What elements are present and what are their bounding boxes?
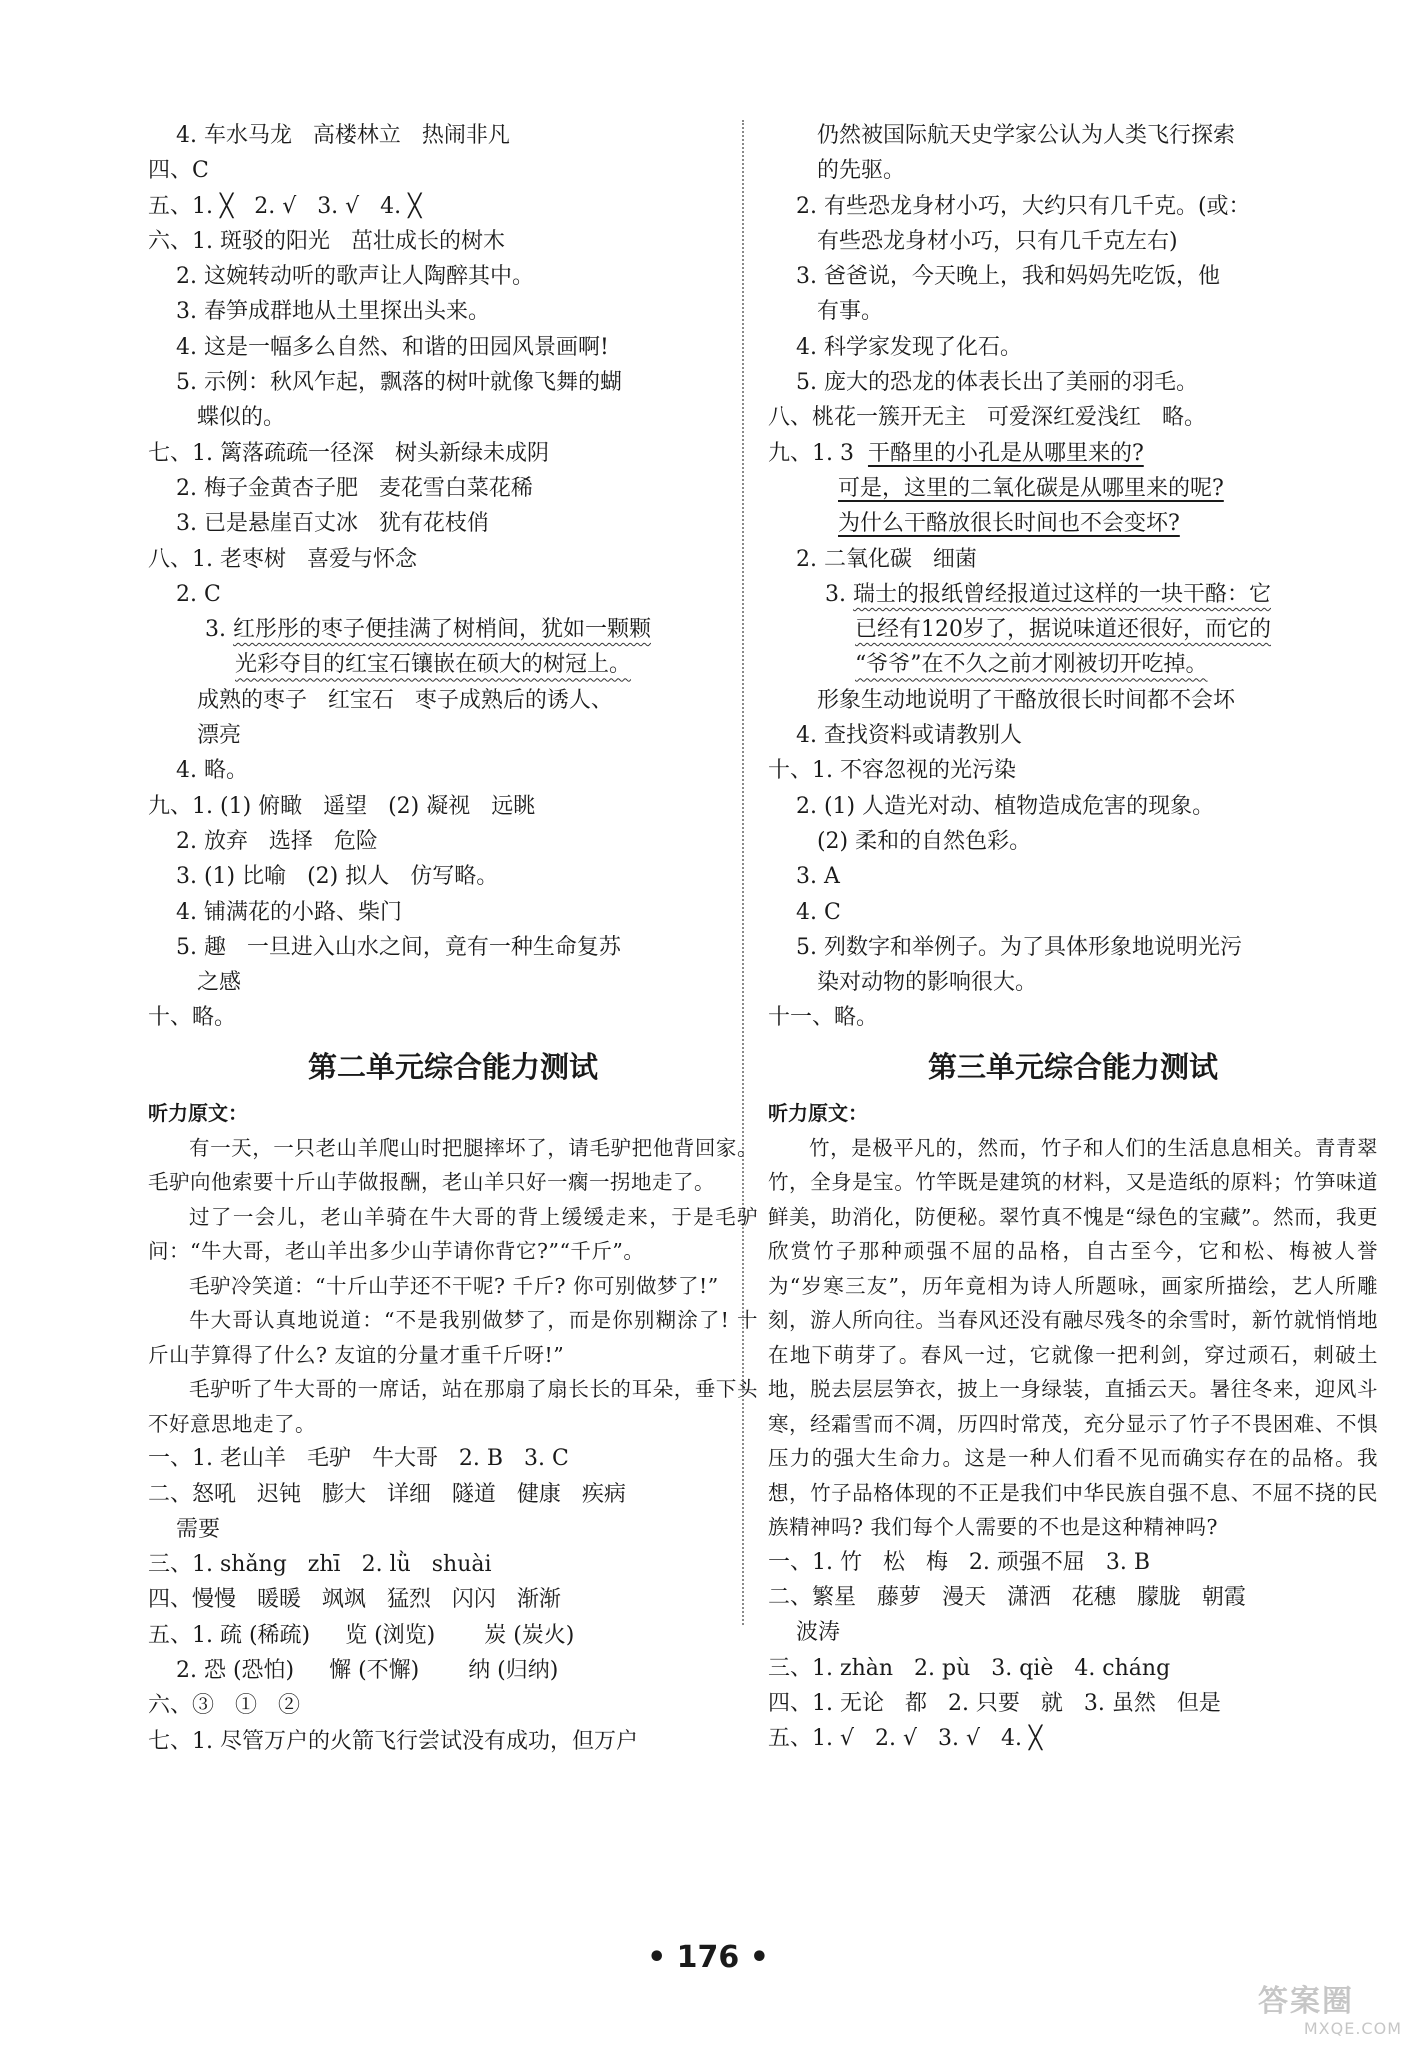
answer-line: 5. 趣 一旦进入山水之间，竟有一种生命复苏 bbox=[148, 934, 621, 960]
answer-line: 2. 有些恐龙身材小巧，大约只有几千克。(或： bbox=[768, 193, 1251, 219]
answer-line: 九、1. 3 干酪里的小孔是从哪里来的? bbox=[768, 440, 1144, 466]
answer-line: 5. 列数字和举例子。为了具体形象地说明光污 bbox=[768, 934, 1242, 960]
answer-line: 七、1. 篱落疏疏一径深 树头新绿未成阴 bbox=[148, 440, 549, 466]
passage-paragraph: 有一天，一只老山羊爬山时把腿摔坏了，请毛驴把他背回家。毛驴向他索要十斤山芋做报酬，老山羊只好一瘸一拐地走了。 bbox=[148, 1135, 758, 1195]
answer-line: 二、怒吼 迟钝 膨大 详细 隧道 健康 疾病 bbox=[148, 1481, 626, 1507]
answer-line: 3. A bbox=[768, 864, 840, 890]
answer-line: 一、1. 老山羊 毛驴 牛大哥 2. B 3. C bbox=[148, 1446, 569, 1472]
watermark-logo bbox=[1258, 1985, 1408, 2045]
answer-line: 形象生动地说明了干酪放很长时间都不会坏 bbox=[768, 687, 1235, 713]
passage-paragraph: 竹，是极平凡的，然而，竹子和人们的生活息息相关。青青翠竹，全身是宝。竹竿既是建筑的材料，又是造纸的原料；竹笋味道鲜美，助消化，防便秘。翠竹真不愧是“绿色的宝藏”。然而，我更欣赏竹子那种顽强不屈的品格，自古至今，它和松、梅被人誉为“岁寒三友”，历年竟相为诗人所题咏，画家所描绘，艺人所雕刻，游人所向往。当春风还没有融尽残冬的余雪时，新竹就悄悄地在地下萌芽了。春风一过，它就像一把利剑，穿过顽石，刺破土地，脱去层层笋衣，披上一身绿装，直插云天。暑往冬来，迎风斗寒，经霜雪而不凋，历四时常茂，充分显示了竹子不畏困难、不惧压力的强大生命力。这是一种人们看不见而确实存在的品格。我想，竹子品格体现的不正是我们中华民族自强不息、不屈不挠的民族精神吗? 我们每个人需要的不也是这种精神吗? bbox=[768, 1135, 1378, 1540]
answer-line: 3. 已是悬崖百丈冰 犹有花枝俏 bbox=[148, 511, 489, 537]
answer-line: 可是，这里的二氧化碳是从哪里来的呢? bbox=[838, 475, 1224, 501]
answer-line: 六、1. 斑驳的阳光 茁壮成长的树木 bbox=[148, 228, 505, 254]
answer-line: 2. 二氧化碳 细菌 bbox=[768, 546, 977, 572]
answer-line: 六、③ ① ② bbox=[148, 1693, 300, 1719]
answer-line: 2. C bbox=[148, 581, 221, 607]
answer-line: 4. 略。 bbox=[148, 758, 248, 784]
answer-line: 需要 bbox=[148, 1516, 220, 1542]
listening-passage bbox=[768, 1131, 1378, 1545]
answer-line: 五、1. ╳ 2. √ 3. √ 4. ╳ bbox=[148, 193, 422, 219]
answer-line: 蝶似的。 bbox=[148, 405, 285, 431]
right-bottom-answers bbox=[768, 1545, 1378, 1757]
left-column bbox=[148, 118, 758, 1759]
answer-line: 2. 放弃 选择 危险 bbox=[148, 828, 378, 854]
answer-line: 2. 恐 (恐怕) 懈 (不懈) 纳 (归纳) bbox=[148, 1658, 559, 1683]
answer-line: 一、1. 竹 松 梅 2. 顽强不屈 3. B bbox=[768, 1549, 1151, 1575]
section-title-unit-3: 第三单元综合能力测试 bbox=[927, 1049, 1218, 1084]
answer-line: 有些恐龙身材小巧，只有几千克左右) bbox=[768, 228, 1178, 254]
watermark-brand: 答案圈 bbox=[1258, 1984, 1354, 2019]
listening-label: 听力原文： bbox=[148, 1100, 248, 1125]
answer-line: 4. 车水马龙 高楼林立 热闹非凡 bbox=[148, 123, 510, 148]
answer-line: 三、1. zhàn 2. pù 3. qiè 4. cháng bbox=[768, 1655, 1171, 1681]
answer-line: 八、桃花一簇开无主 可爱深红爱浅红 略。 bbox=[768, 405, 1206, 431]
answer-line: 十一、略。 bbox=[768, 1005, 879, 1031]
answer-line: 4. 铺满花的小路、柴门 bbox=[148, 899, 402, 925]
watermark-site: MXQE.COM bbox=[1303, 2019, 1402, 2038]
answer-line: 四、1. 无论 都 2. 只要 就 3. 虽然 但是 bbox=[768, 1690, 1221, 1716]
answer-line: 四、C bbox=[148, 158, 209, 184]
answer-line: 漂亮 bbox=[148, 723, 241, 749]
answer-line: 二、繁星 藤萝 漫天 潇洒 花穗 朦胧 朝霞 bbox=[768, 1585, 1246, 1611]
answer-line: 三、1. shǎng zhī 2. lǜ shuài bbox=[148, 1552, 492, 1578]
answer-line: 成熟的枣子 红宝石 枣子成熟后的诱人、 bbox=[148, 687, 613, 713]
answer-line: 九、1. (1) 俯瞰 遥望 (2) 凝视 远眺 bbox=[148, 793, 536, 819]
listening-label: 听力原文： bbox=[768, 1100, 868, 1125]
page-number: • 176 • bbox=[647, 1940, 769, 1975]
answer-line: 染对动物的影响很大。 bbox=[768, 970, 1037, 996]
answer-line: “爷爷”在不久之前才刚被切开吃掉。 bbox=[855, 652, 1208, 678]
answer-line: 3. 红彤彤的枣子便挂满了树梢间，犹如一颗颗 bbox=[205, 617, 651, 643]
answer-line: 3. 瑞士的报纸曾经报道过这样的一块干酪：它 bbox=[825, 581, 1271, 607]
passage-paragraph: 过了一会儿，老山羊骑在牛大哥的背上缓缓走来，于是毛驴问：“牛大哥，老山羊出多少山芋请你背它?”“千斤”。 bbox=[148, 1204, 758, 1264]
answer-line: 之感 bbox=[148, 970, 241, 996]
answer-line: 4. C bbox=[768, 899, 841, 925]
answer-line: 十、略。 bbox=[148, 1005, 237, 1031]
answer-line: 4. 科学家发现了化石。 bbox=[768, 334, 1022, 360]
answer-line: 波涛 bbox=[768, 1620, 840, 1646]
answer-line: 五、1. 疏 (稀疏) 览 (浏览) 炭 (炭火) bbox=[148, 1622, 575, 1648]
left-top-answers bbox=[148, 118, 758, 612]
passage-paragraph: 牛大哥认真地说道：“不是我别做梦了，而是你别糊涂了! 十斤山芋算得了什么? 友谊的分量才重千斤呀!” bbox=[148, 1308, 758, 1367]
answer-line: 5. 示例：秋风乍起，飘落的树叶就像飞舞的蝴 bbox=[148, 370, 622, 396]
answer-line: 3. (1) 比喻 (2) 拟人 仿写略。 bbox=[148, 864, 499, 890]
right-column bbox=[768, 118, 1378, 1757]
answer-line: 2. (1) 人造光对动、植物造成危害的现象。 bbox=[768, 793, 1215, 819]
answer-line: 3. 爸爸说，今天晚上，我和妈妈先吃饭，他 bbox=[768, 264, 1220, 290]
answer-line: 2. 梅子金黄杏子肥 麦花雪白菜花稀 bbox=[148, 475, 533, 501]
answer-line: 七、1. 尽管万户的火箭飞行尝试没有成功，但万户 bbox=[148, 1728, 638, 1754]
answer-line: 五、1. √ 2. √ 3. √ 4. ╳ bbox=[768, 1726, 1043, 1752]
answer-line: 3. 春笋成群地从土里探出头来。 bbox=[148, 299, 490, 325]
answer-line: 光彩夺目的红宝石镶嵌在硕大的树冠上。 bbox=[235, 652, 632, 678]
passage-paragraph: 毛驴冷笑道：“十斤山芋还不干呢? 千斤? 你可别做梦了!” bbox=[189, 1273, 719, 1298]
listening-passage bbox=[148, 1131, 758, 1442]
left-bottom-answers bbox=[148, 1441, 758, 1759]
right-mid-answers bbox=[768, 683, 1378, 1036]
answer-line: 四、慢慢 暖暖 飒飒 猛烈 闪闪 渐渐 bbox=[148, 1587, 561, 1613]
answer-line: 5. 庞大的恐龙的体表长出了美丽的羽毛。 bbox=[768, 370, 1198, 396]
answer-line: 4. 这是一幅多么自然、和谐的田园风景画啊! bbox=[148, 334, 609, 360]
right-top-answers bbox=[768, 118, 1378, 436]
answer-line: (2) 柔和的自然色彩。 bbox=[768, 828, 1032, 854]
answer-line: 的先驱。 bbox=[768, 158, 905, 184]
answer-line: 4. 查找资料或请教别人 bbox=[768, 723, 1022, 749]
answer-line: 已经有120岁了，据说味道还很好，而它的 bbox=[855, 617, 1271, 643]
passage-paragraph: 毛驴听了牛大哥的一席话，站在那扇了扇长长的耳朵，垂下头不好意思地走了。 bbox=[148, 1377, 758, 1436]
answer-line: 八、1. 老枣树 喜爱与怀念 bbox=[148, 546, 417, 572]
answer-line: 2. 这婉转动听的歌声让人陶醉其中。 bbox=[148, 264, 534, 290]
answer-line: 仍然被国际航天史学家公认为人类飞行探索 bbox=[768, 123, 1235, 148]
left-mid-answers bbox=[148, 683, 758, 1036]
answer-line: 十、1. 不容忽视的光污染 bbox=[768, 758, 1016, 784]
section-title-unit-2: 第二单元综合能力测试 bbox=[307, 1049, 598, 1084]
answer-line: 有事。 bbox=[768, 299, 883, 325]
answer-line: 为什么干酪放很长时间也不会变坏? bbox=[838, 511, 1180, 537]
